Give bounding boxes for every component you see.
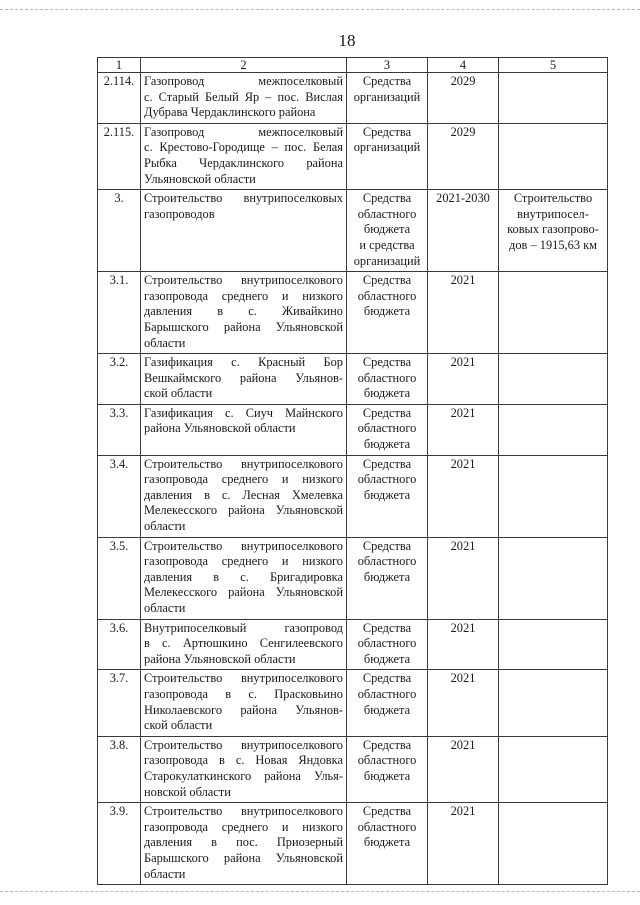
funding-source-cell <box>347 619 428 670</box>
cell-line: бюджета <box>363 768 411 783</box>
cell-line: Средства <box>362 620 412 635</box>
cell-line: газопровода среднего и низкого <box>144 288 343 303</box>
cell-line: Строительство внутрипоселкового <box>144 273 343 288</box>
measure-name-cell <box>141 619 347 670</box>
cell-line: Старокулаткинского района Улья- <box>144 768 343 783</box>
cell-line: ковых газопрово- <box>507 222 599 237</box>
cell-line: ской области <box>144 718 213 733</box>
measure-name-cell <box>141 272 347 354</box>
cell-line: давления в пос. Приозерный <box>144 835 343 850</box>
cell-line: областного <box>357 636 417 651</box>
cell-line: организаций <box>353 253 421 268</box>
cell-line: Николаевского района Ульянов- <box>144 702 343 717</box>
cell-line: давления в с. Живайкино <box>144 304 343 319</box>
expected-result-cell <box>499 354 608 405</box>
expected-result-cell <box>499 537 608 619</box>
cell-line: Мелекесского района Ульяновской <box>144 585 343 600</box>
cell-line: Ульяновской области <box>144 171 256 186</box>
cell-line: Строительство внутрипоселкового <box>144 737 343 752</box>
funding-source-cell <box>347 670 428 736</box>
row-number-cell: 3.3. <box>98 404 141 455</box>
row-number-cell: 2.115. <box>98 123 141 189</box>
cell-line: Строительство <box>513 191 593 206</box>
deadline-cell: 2021 <box>428 404 499 455</box>
cell-line: организаций <box>353 140 421 155</box>
cell-line: Вешкаймского района Ульянов- <box>144 370 343 385</box>
measure-name-cell <box>141 803 347 885</box>
cell-line: бюджета <box>363 487 411 502</box>
funding-source-cell <box>347 272 428 354</box>
cell-line: Мелекесского района Ульяновской <box>144 503 343 518</box>
row-number-cell: 3.9. <box>98 803 141 885</box>
measure-name-cell <box>141 73 347 124</box>
expected-result-cell <box>499 404 608 455</box>
cell-line: Средства <box>362 405 412 420</box>
cell-line: Строительство внутрипоселкового <box>144 538 343 553</box>
column-header: 1 <box>98 58 141 73</box>
cell-line: и средства <box>359 237 415 252</box>
cell-line: Строительство внутрипоселкового <box>144 671 343 686</box>
cell-line: области <box>144 866 186 881</box>
column-header: 3 <box>347 58 428 73</box>
cell-line: района Ульяновской области <box>144 651 296 666</box>
cell-line: Строительство внутрипоселкового <box>144 456 343 471</box>
table-row <box>98 736 608 802</box>
column-number-row <box>98 58 608 73</box>
column-header: 5 <box>499 58 608 73</box>
cell-line: областного <box>357 421 417 436</box>
funding-source-cell <box>347 537 428 619</box>
cell-line: бюджета <box>363 304 411 319</box>
cell-line: с. Крестово-Городище – пос. Белая <box>144 140 343 155</box>
expected-result-cell <box>499 190 608 272</box>
cell-line: бюджета <box>363 835 411 850</box>
cell-line: Строительство внутрипоселковых <box>144 191 343 206</box>
row-number-cell: 3.5. <box>98 537 141 619</box>
cell-line: области <box>144 335 186 350</box>
measure-name-cell <box>141 736 347 802</box>
cell-line: Газопровод межпоселковый <box>144 74 343 88</box>
cell-line: дов – 1915,63 км <box>509 237 597 252</box>
cell-line: Средства <box>362 456 412 471</box>
deadline-cell: 2021 <box>428 670 499 736</box>
cell-line: газопровода среднего и низкого <box>144 819 343 834</box>
cell-line: газопровода в с. Прасковьино <box>144 686 343 701</box>
scan-border-bottom <box>0 891 640 892</box>
deadline-cell: 2021 <box>428 537 499 619</box>
deadline-cell: 2021 <box>428 736 499 802</box>
expected-result-cell <box>499 619 608 670</box>
cell-line: с. Старый Белый Яр – пос. Вислая <box>144 89 343 104</box>
deadline-cell: 2021-2030 <box>428 190 499 272</box>
cell-line: в с. Артюшкино Сенгилеевского <box>144 636 343 651</box>
funding-source-cell <box>347 404 428 455</box>
cell-line: газопровода в с. Новая Яндовка <box>144 753 343 768</box>
expected-result-cell <box>499 73 608 124</box>
deadline-cell: 2021 <box>428 272 499 354</box>
scan-border-top <box>0 9 640 10</box>
row-number-cell: 3.2. <box>98 354 141 405</box>
table-row <box>98 537 608 619</box>
funding-source-cell <box>347 455 428 537</box>
cell-line: Строительство внутрипоселкового <box>144 804 343 819</box>
cell-line: областного <box>357 554 417 569</box>
funding-source-cell <box>347 354 428 405</box>
deadline-cell: 2021 <box>428 455 499 537</box>
table-row <box>98 404 608 455</box>
cell-line: бюджета <box>363 702 411 717</box>
table-row <box>98 272 608 354</box>
cell-line: бюджета <box>363 437 411 452</box>
table-row <box>98 354 608 405</box>
cell-line: бюджета <box>363 222 411 237</box>
program-table <box>97 57 608 885</box>
deadline-cell: 2021 <box>428 619 499 670</box>
column-header: 4 <box>428 58 499 73</box>
expected-result-cell <box>499 736 608 802</box>
cell-line: района Ульяновской области <box>144 421 296 436</box>
cell-line: Внутрипоселковый газопровод <box>144 620 343 635</box>
cell-line: Средства <box>362 538 412 553</box>
page-number: 18 <box>338 31 356 50</box>
cell-line: Дубрава Чердаклинского района <box>144 105 316 120</box>
row-number-cell: 3.4. <box>98 455 141 537</box>
cell-line: Рыбка Чердаклинского района <box>144 155 343 170</box>
measure-name-cell <box>141 123 347 189</box>
funding-source-cell <box>347 73 428 124</box>
cell-line: бюджета <box>363 569 411 584</box>
deadline-cell: 2029 <box>428 73 499 124</box>
cell-line: давления в с. Лесная Хмелевка <box>144 487 343 502</box>
cell-line: областного <box>357 472 417 487</box>
cell-line: организаций <box>353 89 421 104</box>
funding-source-cell <box>347 803 428 885</box>
expected-result-cell <box>499 670 608 736</box>
cell-line: Средства <box>362 671 412 686</box>
cell-line: Газификация с. Сиуч Майнского <box>144 405 343 420</box>
cell-line: областного <box>357 819 417 834</box>
row-number-cell: 3.6. <box>98 619 141 670</box>
cell-line: газопроводов <box>144 206 215 221</box>
table-row <box>98 803 608 885</box>
funding-source-cell <box>347 123 428 189</box>
measure-name-cell <box>141 455 347 537</box>
cell-line: области <box>144 601 186 615</box>
cell-line: газопровода среднего и низкого <box>144 472 343 487</box>
row-number-cell: 3.7. <box>98 670 141 736</box>
table-row <box>98 123 608 189</box>
cell-line: области <box>144 519 186 534</box>
cell-line: Газопровод межпоселковый <box>144 124 343 139</box>
cell-line: Средства <box>362 74 412 88</box>
cell-line: областного <box>357 206 417 221</box>
table-row <box>98 190 608 272</box>
cell-line: газопровода среднего и низкого <box>144 554 343 569</box>
cell-line: Средства <box>362 355 412 370</box>
measure-name-cell <box>141 670 347 736</box>
expected-result-cell <box>499 455 608 537</box>
deadline-cell: 2021 <box>428 354 499 405</box>
table-row <box>98 455 608 537</box>
measure-name-cell <box>141 404 347 455</box>
funding-source-cell <box>347 190 428 272</box>
row-number-cell: 3.8. <box>98 736 141 802</box>
table-row <box>98 670 608 736</box>
cell-line: Барышского района Ульяновской <box>144 850 343 865</box>
cell-line: бюджета <box>363 386 411 401</box>
measure-name-cell <box>141 537 347 619</box>
cell-line: ской области <box>144 386 213 401</box>
cell-line: областного <box>357 370 417 385</box>
cell-line: Средства <box>362 124 412 139</box>
cell-line: внутрипосел- <box>517 206 589 221</box>
cell-line: Средства <box>362 804 412 819</box>
cell-line: областного <box>357 288 417 303</box>
cell-line: областного <box>357 753 417 768</box>
cell-line: областного <box>357 686 417 701</box>
cell-line: новской области <box>144 784 231 799</box>
row-number-cell: 2.114. <box>98 73 141 124</box>
deadline-cell: 2021 <box>428 803 499 885</box>
measure-name-cell <box>141 354 347 405</box>
cell-line: Газификация с. Красный Бор <box>144 355 343 370</box>
column-header: 2 <box>141 58 347 73</box>
expected-result-cell <box>499 272 608 354</box>
deadline-cell: 2029 <box>428 123 499 189</box>
cell-line: бюджета <box>363 651 411 666</box>
cell-line: Средства <box>362 273 412 288</box>
cell-line: Барышского района Ульяновской <box>144 319 343 334</box>
cell-line: Средства <box>362 191 412 206</box>
funding-source-cell <box>347 736 428 802</box>
expected-result-cell <box>499 123 608 189</box>
table-row <box>98 619 608 670</box>
measure-name-cell <box>141 190 347 272</box>
cell-line: давления в с. Бригадировка <box>144 569 343 584</box>
row-number-cell: 3.1. <box>98 272 141 354</box>
cell-line: Средства <box>362 737 412 752</box>
expected-result-cell <box>499 803 608 885</box>
row-number-cell: 3. <box>98 190 141 272</box>
table-row <box>98 73 608 124</box>
